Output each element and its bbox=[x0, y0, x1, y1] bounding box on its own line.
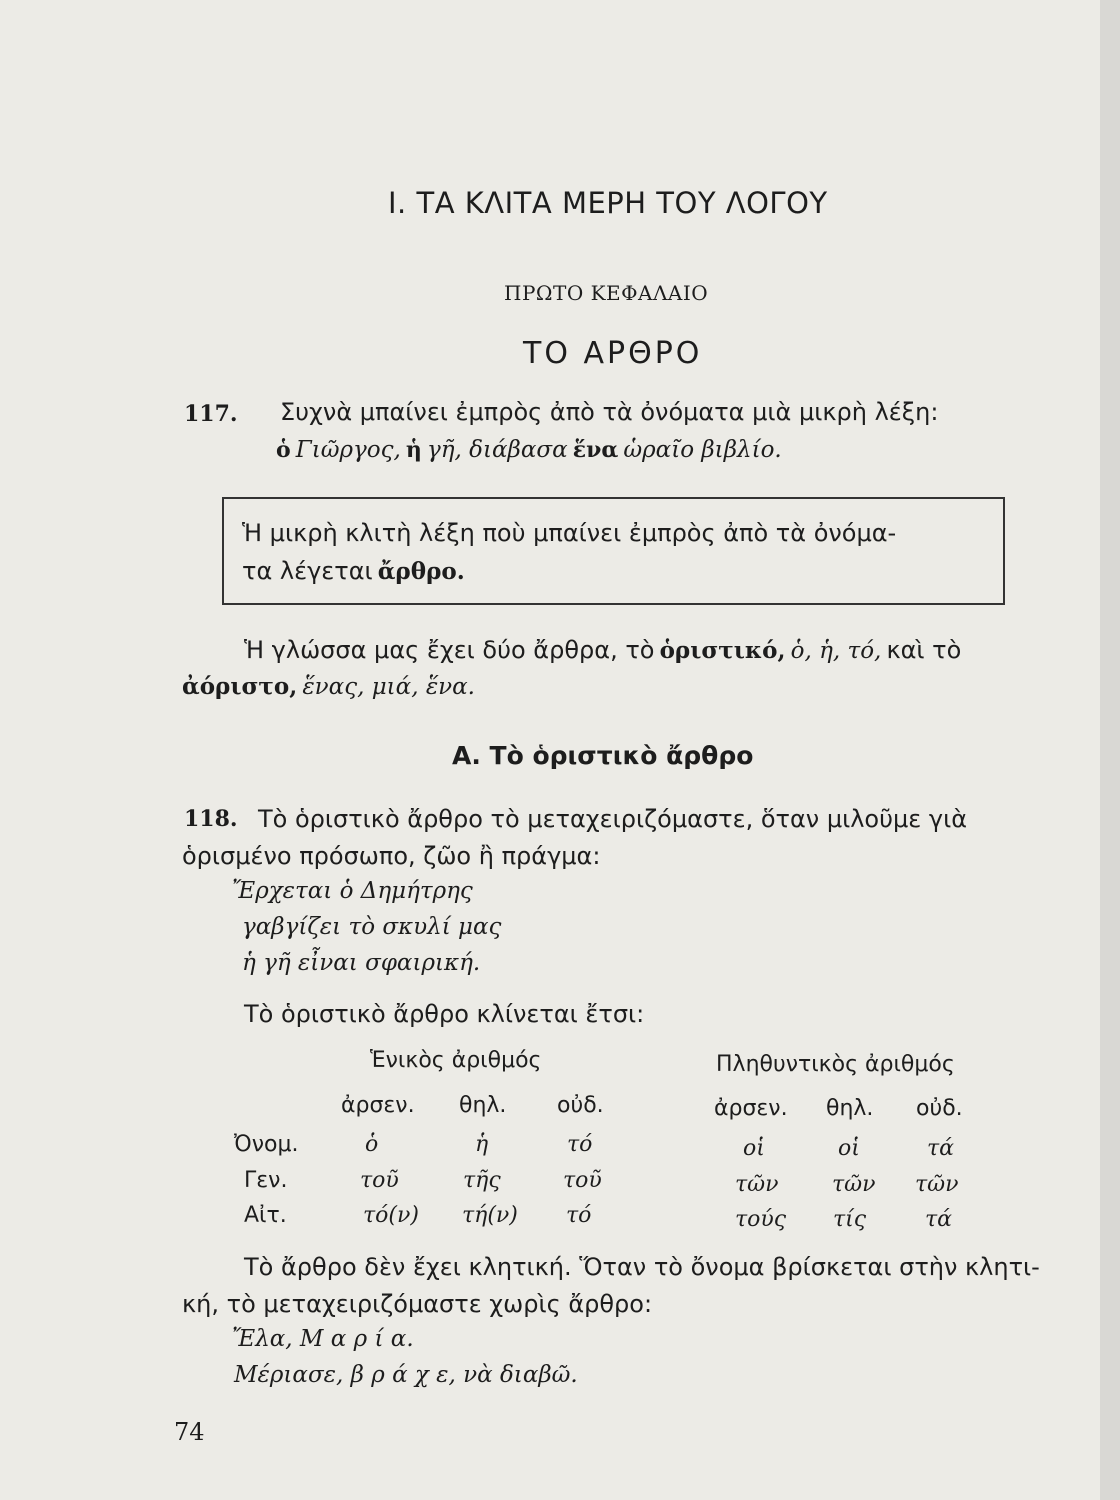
gender-header: ἀρσεν. bbox=[341, 1093, 415, 1118]
articles-line1-end: καὶ τὸ bbox=[886, 636, 962, 664]
table-cell: τούς bbox=[735, 1207, 787, 1232]
table-cell: τοῦ bbox=[563, 1168, 602, 1193]
p117-example bbox=[276, 437, 782, 463]
gender-header: ἀρσεν. bbox=[714, 1096, 788, 1121]
p118-example-3: ἡ γῆ εἶναι σφαιρική. bbox=[242, 950, 481, 976]
articles-line2 bbox=[182, 673, 475, 700]
gender-header: θηλ. bbox=[459, 1093, 507, 1118]
articles-definite-forms: ὁ, ἡ, τό, bbox=[790, 638, 882, 664]
table-header-singular: Ἑνικὸς ἀριθμός bbox=[370, 1048, 542, 1073]
gender-header: οὐδ. bbox=[916, 1096, 963, 1121]
articles-indefinite-term: ἀόριστο, bbox=[182, 673, 298, 700]
example-text-1: Γιῶργος, bbox=[295, 437, 401, 463]
p118-line2: ὁρισμένο πρόσωπο, ζῶο ἢ πράγμα: bbox=[182, 842, 601, 870]
p118-example-1: Ἔρχεται ὁ Δημήτρης bbox=[232, 878, 473, 904]
page-number: 74 bbox=[174, 1418, 205, 1446]
table-cell: τά bbox=[927, 1136, 955, 1161]
case-label: Ὀνομ. bbox=[234, 1132, 299, 1157]
vocative-example-2: Μέριασε, β ρ ά χ ε, νὰ διαβῶ. bbox=[234, 1362, 578, 1388]
definition-line1: Ἡ μικρὴ κλιτὴ λέξη ποὺ μπαίνει ἐμπρὸς ἀπὸ τὰ ὀνόμα- bbox=[242, 519, 897, 547]
definition-term: ἄρθρο. bbox=[377, 558, 465, 585]
articles-indefinite-forms: ἕνας, μιά, ἕνα. bbox=[302, 674, 475, 700]
table-cell: τῶν bbox=[832, 1172, 876, 1197]
example-text-2: γῆ, διάβασα bbox=[427, 437, 568, 463]
table-cell: τοῦ bbox=[360, 1168, 399, 1193]
table-cell: τίς bbox=[833, 1207, 867, 1232]
table-cell: τό bbox=[566, 1203, 592, 1228]
declension-intro: Τὸ ὁριστικὸ ἄρθρο κλίνεται ἔτσι: bbox=[244, 1000, 645, 1028]
table-cell: τῶν bbox=[915, 1172, 959, 1197]
table-cell: τῶν bbox=[735, 1172, 779, 1197]
case-label: Γεν. bbox=[244, 1168, 288, 1193]
articles-definite-term: ὁριστικό, bbox=[659, 637, 786, 664]
articles-line1-start: Ἡ γλώσσα μας ἔχει δύο ἄρθρα, τὸ bbox=[244, 636, 655, 664]
articles-line1 bbox=[244, 636, 961, 664]
p117-line1: Συχνὰ μπαίνει ἐμπρὸς ἀπὸ τὰ ὀνόματα μιὰ μικρὴ λέξη: bbox=[280, 398, 939, 426]
section-title: ΤΟ ΑΡΘΡΟ bbox=[523, 336, 703, 371]
vocative-example-1: Ἔλα, Μ α ρ ί α. bbox=[232, 1326, 414, 1352]
definition-line2 bbox=[242, 557, 465, 585]
vocative-line1: Τὸ ἄρθρο δὲν ἔχει κλητική. Ὅταν τὸ ὄνομα βρίσκεται στὴν κλητι- bbox=[244, 1253, 1040, 1281]
p118-line1: Τὸ ὁριστικὸ ἄρθρο τὸ μεταχειριζόμαστε, ὅταν μιλοῦμε γιὰ bbox=[258, 805, 968, 833]
vocative-line2: κή, τὸ μεταχειριζόμαστε χωρὶς ἄρθρο: bbox=[182, 1290, 653, 1318]
scan-edge-shadow bbox=[1100, 0, 1120, 1500]
table-header-plural: Πληθυντικὸς ἀριθμός bbox=[716, 1052, 955, 1077]
example-text-3: ὡραῖο βιβλίο. bbox=[623, 437, 782, 463]
table-cell: τῆς bbox=[463, 1168, 501, 1193]
table-cell: οἱ bbox=[838, 1136, 860, 1161]
table-cell: τό bbox=[567, 1132, 593, 1157]
paragraph-number-117: 117. bbox=[184, 401, 238, 427]
part-title: Ι. ΤΑ ΚΛΙΤΑ ΜΕΡΗ ΤΟΥ ΛΟΓΟΥ bbox=[388, 186, 828, 220]
gender-header: θηλ. bbox=[826, 1096, 874, 1121]
definition-box bbox=[222, 497, 1005, 605]
gender-header: οὐδ. bbox=[557, 1093, 604, 1118]
table-cell: τά bbox=[925, 1207, 953, 1232]
p118-example-2: γαβγίζει τὸ σκυλί μας bbox=[242, 914, 502, 940]
paragraph-number-118: 118. bbox=[184, 806, 238, 832]
table-cell: τή(ν) bbox=[462, 1203, 518, 1228]
example-article-2: ἡ bbox=[405, 437, 422, 463]
case-label: Αἰτ. bbox=[244, 1203, 287, 1228]
subheading: Α. Τὸ ὁριστικὸ ἄρθρο bbox=[452, 741, 754, 770]
example-article-3: ἕνα bbox=[572, 437, 619, 463]
table-cell: οἱ bbox=[743, 1136, 765, 1161]
example-article-1: ὁ bbox=[276, 437, 291, 463]
definition-line2-text: τα λέγεται bbox=[242, 557, 373, 585]
chapter-title: ΠΡΩΤΟ ΚΕΦΑΛΑΙΟ bbox=[504, 281, 709, 305]
table-cell: ἡ bbox=[475, 1132, 489, 1157]
table-cell: ὁ bbox=[365, 1132, 379, 1157]
table-cell: τό(ν) bbox=[363, 1203, 419, 1228]
